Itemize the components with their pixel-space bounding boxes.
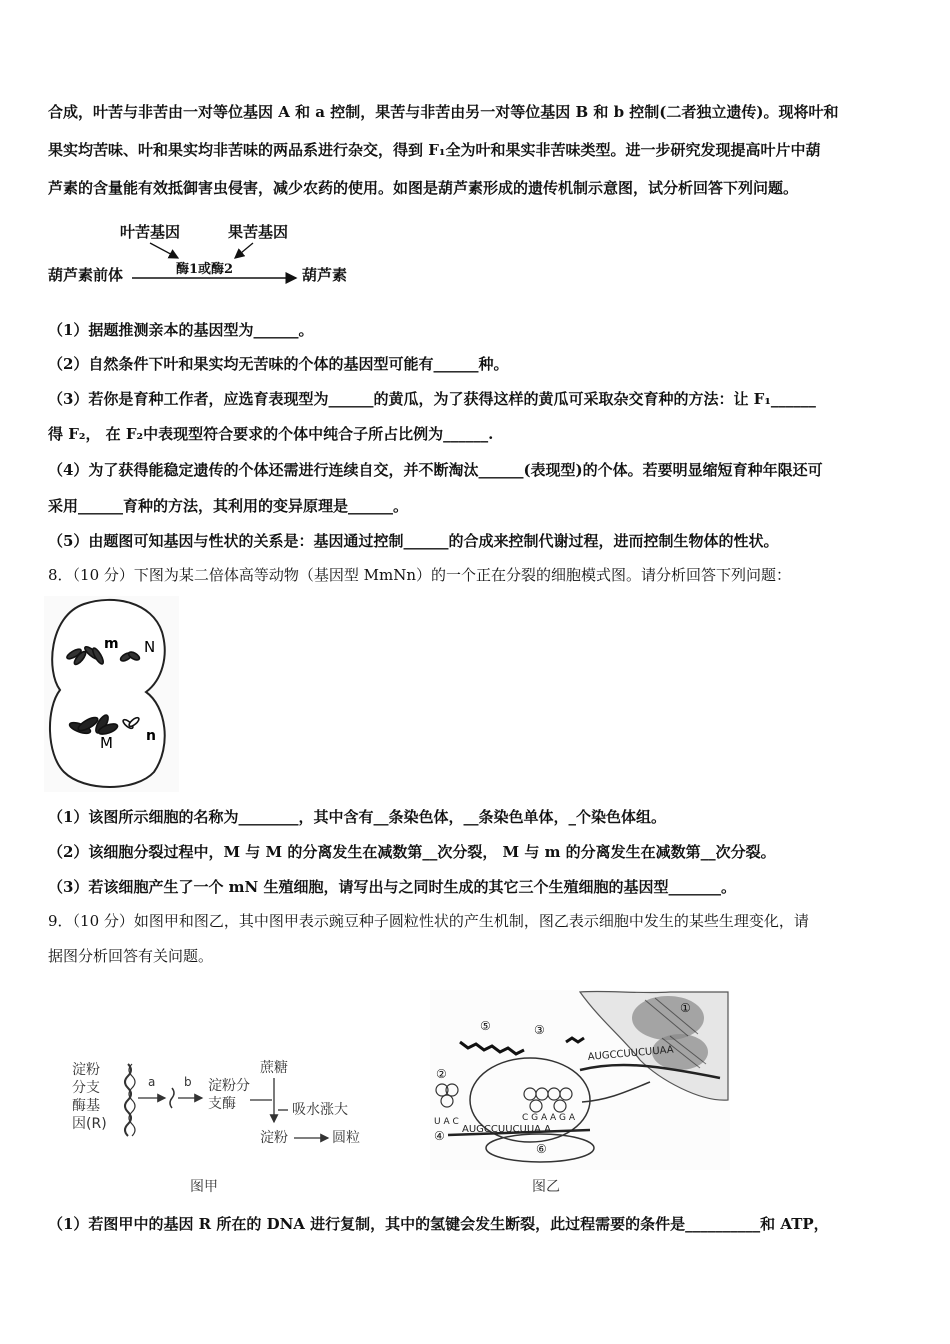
product-label: 葫芦素 bbox=[302, 266, 348, 284]
q7-part-5: （5）由题图可知基因与性状的关系是：基因通过控制______的合成来控制代谢过程，进而控制生物体的性状。 bbox=[48, 532, 779, 550]
figure-a-caption: 图甲 bbox=[190, 1179, 218, 1195]
label-m: m bbox=[104, 636, 119, 652]
svg-text:④: ④ bbox=[434, 1129, 445, 1143]
q7-part-3b: 得 F₂， 在 F₂中表现型符合要求的个体中纯合子所占比例为______. bbox=[48, 425, 494, 443]
fruit-gene-arrow bbox=[235, 243, 253, 258]
dividing-cell-figure bbox=[44, 596, 179, 792]
svg-text:淀粉分: 淀粉分 bbox=[208, 1078, 250, 1094]
precursor-label: 葫芦素前体 bbox=[48, 266, 124, 284]
leaf-bitter-gene-label: 叶苦基因 bbox=[120, 223, 181, 241]
svg-text:a: a bbox=[148, 1075, 156, 1089]
q7-part-2: （2）自然条件下叶和果实均无苦味的个体的基因型可能有______种。 bbox=[48, 355, 509, 373]
pathway-arrows bbox=[0, 0, 950, 300]
svg-text:支酶: 支酶 bbox=[208, 1096, 236, 1112]
fruit-bitter-gene-label: 果苦基因 bbox=[228, 223, 289, 241]
q8-part-2: （2）该细胞分裂过程中，M 与 M 的分离发生在减数第__次分裂， M 与 m 的分离发生在减数第__次分裂。 bbox=[48, 843, 776, 861]
svg-text:U A C: U A C bbox=[434, 1117, 459, 1127]
svg-text:③: ③ bbox=[534, 1023, 545, 1037]
q7-part-1: （1）据题推测亲本的基因型为______。 bbox=[48, 321, 314, 339]
figure-a bbox=[60, 1050, 400, 1150]
svg-text:b: b bbox=[184, 1075, 192, 1089]
mrna bbox=[170, 1088, 174, 1108]
svg-text:②: ② bbox=[436, 1067, 447, 1081]
leaf-gene-arrow bbox=[150, 243, 178, 258]
enzyme-label: 酶1或酶2 bbox=[176, 262, 234, 277]
q8-header: 8．（10 分）下图为某二倍体高等动物（基因型 MmNn）的一个正在分裂的细胞模式图。请分析回答下列问题： bbox=[48, 566, 792, 584]
svg-text:因(R): 因(R) bbox=[72, 1116, 107, 1132]
label-n: n bbox=[146, 728, 156, 744]
q8-part-3: （3）若该细胞产生了一个 mN 生殖细胞，请写出与之同时生成的其它三个生殖细胞的基因型_______。 bbox=[48, 878, 736, 896]
dna-helix bbox=[125, 1064, 131, 1136]
svg-text:蔗糖: 蔗糖 bbox=[260, 1060, 288, 1076]
svg-text:AUGCCUUCUUA A: AUGCCUUCUUA A bbox=[462, 1124, 551, 1135]
svg-text:酶基: 酶基 bbox=[72, 1098, 100, 1114]
intro-line-2: 果实均苦味、叶和果实均非苦味的两品系进行杂交，得到 F₁全为叶和果实非苦味类型。进一步研究发现提高叶片中葫 bbox=[48, 141, 821, 159]
svg-text:淀粉: 淀粉 bbox=[260, 1130, 288, 1146]
label-M: M bbox=[100, 734, 113, 752]
svg-text:⑤: ⑤ bbox=[480, 1019, 491, 1033]
svg-text:圆粒: 圆粒 bbox=[332, 1130, 360, 1146]
svg-text:分支: 分支 bbox=[72, 1080, 100, 1096]
q8-part-1: （1）该图所示细胞的名称为________，其中含有__条染色体，__条染色单体，_个染色体组。 bbox=[48, 808, 666, 826]
q9-header-2: 据图分析回答有关问题。 bbox=[48, 947, 214, 965]
svg-text:⑥: ⑥ bbox=[536, 1142, 547, 1156]
intro-line-1: 合成，叶苦与非苦由一对等位基因 A 和 a 控制，果苦与非苦由另一对等位基因 B 和 b 控制(二者独立遗传)。现将叶和 bbox=[48, 103, 839, 121]
svg-text:淀粉: 淀粉 bbox=[72, 1062, 100, 1078]
label-N: N bbox=[144, 638, 156, 656]
cell-membrane bbox=[50, 600, 165, 787]
svg-text:C G A A G A: C G A A G A bbox=[522, 1113, 576, 1123]
svg-text:AUGCCUUCUUAA: AUGCCUUCUUAA bbox=[587, 1044, 675, 1063]
q7-part-4a: （4）为了获得能稳定遗传的个体还需进行连续自交，并不断淘汰______(表现型)的个体。若要明显缩短育种年限还可 bbox=[48, 461, 823, 479]
q9-part-1: （1）若图甲中的基因 R 所在的 DNA 进行复制，其中的氢键会发生断裂，此过程需要的条件是__________和 ATP， bbox=[48, 1215, 829, 1233]
q9-header-1: 9．（10 分）如图甲和图乙，其中图甲表示豌豆种子圆粒性状的产生机制，图乙表示细胞中发生的某些生理变化，请 bbox=[48, 912, 809, 930]
svg-text:吸水涨大: 吸水涨大 bbox=[292, 1102, 348, 1118]
intro-line-3: 芦素的含量能有效抵御害虫侵害，减少农药的使用。如图是葫芦素形成的遗传机制示意图，试分析回答下列问题。 bbox=[48, 179, 799, 197]
figure-b bbox=[430, 990, 730, 1170]
q7-part-3a: （3）若你是育种工作者，应选育表现型为______的黄瓜，为了获得这样的黄瓜可采取杂交育种的方法：让 F₁______ bbox=[48, 390, 816, 408]
q7-part-4b: 采用______育种的方法，其利用的变异原理是______。 bbox=[48, 497, 409, 515]
svg-text:①: ① bbox=[680, 1001, 691, 1015]
figure-b-caption: 图乙 bbox=[532, 1179, 560, 1195]
